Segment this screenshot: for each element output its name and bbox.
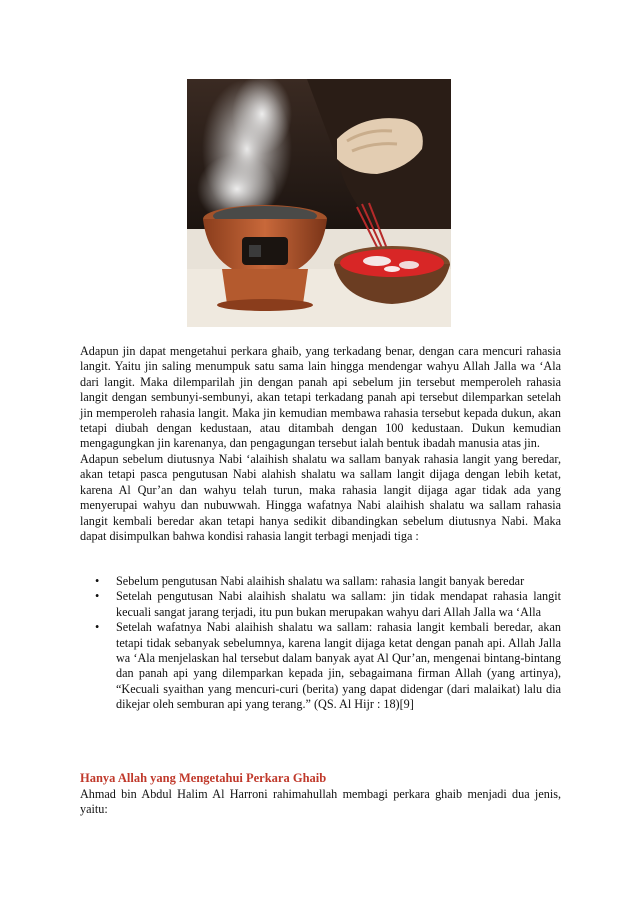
incense-burner-photo <box>187 79 451 327</box>
list-item-text: Setelah pengutusan Nabi alaihish shalatu wa sallam: jin tidak mendapat rahasia langit kecuali sangat jarang terjadi, itu pun bukan merupakan wahyu dari Allah Jalla wa ‘Alla <box>116 589 561 619</box>
list-item <box>80 620 561 712</box>
bullet-icon: • <box>95 574 100 588</box>
list-item <box>80 589 561 620</box>
paragraph-sebelum-diutusnya-nabi: Adapun sebelum diutusnya Nabi ‘alaihish shalatu wa sallam banyak rahasia langit yang beredar, akan tetapi pasca pengutusan Nabi alahish shalatu wa sallam langit dijaga dengan lebih ketat, karena Al Qur’an dan wahyu telah turun, maka rahasia langit dijaga agar tidak ada yang menyerupai wahyu dan nubuwwah. Hingga wafatnya Nabi alaihish shalatu wa sallam rahasia langit kembali beredar akan tetapi hanya sedikit dibandingkan sebelum diutusnya Nabi. Maka dapat disimpulkan bahwa kondisi rahasia langit terbagi menjadi tiga : <box>80 452 561 544</box>
list-item <box>80 574 561 589</box>
list-item-text: Setelah wafatnya Nabi alaihish shalatu wa sallam: rahasia langit kembali beredar, akan tetapi tidak sebanyak sebelumnya, karena langit dijaga ketat dengan panah api. Allah Jalla wa ‘Ala menjelaskan hal tersebut dalam banyak ayat Al Qur’an, mengenai bintang-bintang dan panah api yang dilemparkan kepada jin, sebagaimana firman Allah (yang artinya), “Kecuali syaithan yang mencuri-curi (berita) yang dapat didengar (dari malaikat) lalu dia dikejar oleh semburan api yang terang.” (QS. Al Hijr : 18)[9] <box>116 620 561 712</box>
bullet-list-kondisi-rahasia-langit <box>80 574 561 713</box>
bullet-icon: • <box>95 620 100 635</box>
bullet-icon: • <box>95 589 100 604</box>
paragraph-jin-mencuri-rahasia: Adapun jin dapat mengetahui perkara ghaib, yang terkadang benar, dengan cara mencuri rahasia langit. Yaitu jin saling menumpuk satu sama lain hingga mendengar wahyu Allah Jalla wa ‘Ala dari langit. Maka dilemparilah jin dengan panah api sebelum jin tersebut memperoleh rahasia langit dengan sembunyi-sembunyi, akan tetapi terkadang panah api tersebut dilemparkan setelah jin memperoleh rahasia langit. Maka jin kemudian membawa rahasia tersebut kepada dukun, akan tetapi diubah dengan kedustaan, atau ditambah dengan 100 kedustaan. Dukun kemudian mengagungkan jin karenanya, dan pengagungan tersebut ialah bentuk ibadah manusia atas jin. <box>80 344 561 451</box>
paragraph-pembagian-perkara-ghaib: Ahmad bin Abdul Halim Al Harroni rahimahullah membagi perkara ghaib menjadi dua jenis, yaitu: <box>80 787 561 817</box>
list-item-text: Sebelum pengutusan Nabi alaihish shalatu wa sallam: rahasia langit banyak beredar <box>116 574 525 588</box>
section-heading: Hanya Allah yang Mengetahui Perkara Ghaib <box>80 771 327 785</box>
